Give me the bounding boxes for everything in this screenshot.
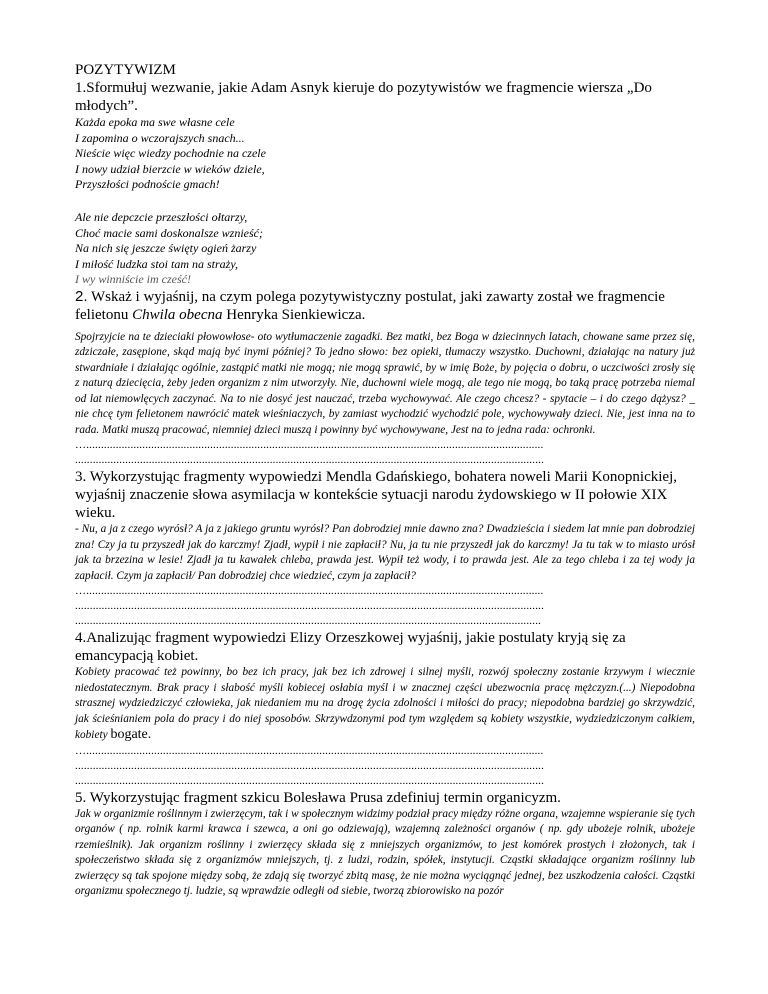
question-5: 5. Wykorzystując fragment szkicu Bolesława Prusa zdefiniuj termin organicyzm.: [75, 789, 561, 806]
answer-line[interactable]: …...........................................................................................................................................................: [75, 585, 544, 598]
poem-stanza-2: [75, 210, 695, 288]
document-title: POZYTYWIZM: [75, 62, 176, 78]
fragment-orzeszkowa-text: Kobiety pracować też powinny, bo bez ich pracy, jak bez ich zdrowej i silnej myśli, rozwój społeczny zostanie krzywym i wiecznie niedostatecznym. Brak pracy i słabość myśli kobiecej osłabia myśl i w znacznej części ubezwocnia pracę mężczyzn.(...) Niepodobna strasznej wydziedziczyć człowieka, jak niedaniem mu na drogę życia zdolności i miłości do pracy; niepodobna bardziej go skrzywdzić, jak ścieśnianiem pola do pracy i do niej sposobów. Skrzywdzonymi pod tym względem są kobiety wszystkie, wydziedziczonym całkiem, kobiety: [75, 666, 695, 742]
fragment-konopnicka: - Nu, a ja z czego wyrósł? A ja z jakiego gruntu wyrósł? Pan dobrodziej mnie dawno zna? Dwadzieścia i siedem lat mnie pan dobrodziej zna! Czy ja tu przyszedł jak do karczmy! Zjadł, wypił i nie zapłacił? Nu, ja tu nie przyszedł jak do karczmy! Ja tu tak w to miasto urósł jak ta brzezina w lesie! Zjadł ja tu kawałek chleba, prawda jest. Wypił też wody, i to prawda jest. Ale za tego chleba i za tej wody ja zapłacił. Czym ja zapłacił/ Pan dobrodziej chce wiedzieć, czym ja zapłacił?: [75, 523, 695, 582]
document-page: [75, 61, 695, 900]
poem-line: I nowy udział bierzcie w wieków dziele,: [75, 161, 265, 176]
answer-line[interactable]: …...........................................................................................................................................................: [75, 439, 544, 452]
answer-line[interactable]: ...............................................................................................................................................................: [75, 454, 545, 467]
poem-line: I zapomina o wczorajszych snach...: [75, 130, 245, 145]
fragment-prus: Jak w organizmie roślinnym i zwierzęcym, tak i w społecznym widzimy podział pracy między różne organa, wzajemne wspieranie się tych organów ( np. rolnik karmi krawca i szewca, a oni go odziewają), wzajemną zależności organów ( np. gdy ubożeje rolnik, ubożeje rzemieślnik). Jak organizm roślinny i zwierzęcy składa się z mniejszych organizmów, to jest komórek prostych i złożonych, tak i społeczeństwo składa się z organizmów mniejszych, tj. z ludzi, rodzin, spółek, instytucji. Cząstki składające organizm roślinny lub zwierzęcy są tak spojone między sobą, że zdają się tworzyć zbitą masę, że nie można wyciągnąć jednej, bez uszkodzenia całości. Cząstki organizmu społecznego tj. ludzie, są wprawdzie odległi od siebie, tworzą zbiorowisko na pozór: [75, 807, 695, 898]
poem-line: I miłość ludzka stoi tam na straży,: [75, 256, 239, 271]
question-4: 4.Analizując fragment wypowiedzi Elizy Orzeszkowej wyjaśnij, jakie postulaty kryją się za emancypacją kobiet.: [75, 630, 626, 665]
answer-line[interactable]: ...............................................................................................................................................................: [75, 774, 545, 787]
question-1: 1.Sformułuj wezwanie, jakie Adam Asnyk kieruje do pozytywistów we fragmencie wiersza „Do młodych”.: [75, 80, 652, 114]
answer-line[interactable]: ...............................................................................................................................................................: [75, 600, 545, 613]
answer-line[interactable]: …...........................................................................................................................................................: [75, 744, 544, 757]
poem-line: Przyszłości podnoście gmach!: [75, 177, 220, 192]
fragment-orzeszkowa-tail: bogate.: [110, 727, 152, 743]
poem-line: Ale nie depczcie przeszłości ołtarzy,: [75, 209, 248, 224]
question-2: [75, 288, 695, 324]
answer-line[interactable]: ...............................................................................................................................................................: [75, 759, 545, 772]
question-2-number: 2.: [75, 287, 88, 305]
fragment-orzeszkowa: [75, 665, 695, 744]
fragment-sienkiewicz: Spojrzyjcie na te dzieciaki płowowłose- oto wytłumaczenie zagadki. Bez matki, bez Boga w dziecinnych latach, chowane same przez się, zdziczałe, zasępione, skąd mają być inymi później? To jedno słowo: bez opieki, tłumaczy wszystko. Duchowni, działając na natury już stwardniałe i działając ogólnie, zastąpić matki nie mogą; nie mogą sprawić, by w imię Boże, by pojęcia o dobru, o uczciwości zrosły się z naturą dziecięcia, żeby jeden organizm z nim utworzyły. Nie, duchowni wiele mogą, ale tego nie mogą, bo taką pracę potrzeba niemal od lat niemowlęcych zaczynać. Na to nie dosyć jest nauczać, trzeba wychowywać. Ale czego chcesz? - spytacie – i do czego dążysz? _ nie chcę tym felietonem nawrócić matek wieśniaczych, by zamiast wychodzić wychodzić pole, wychowywały dzieci. Nie, jest inna na to rada. Matki muszą pracować, niemniej dzieci muszą i powinny być wychowywane, Jest na to jedna rada: ochronki.: [75, 330, 695, 436]
poem-line: Każda epoka ma swe własne cele: [75, 115, 235, 129]
question-2-text: Wskaż i wyjaśnij, na czym polega pozytywistyczny postulat, jaki zawarty został we fragmencie felietonu: [75, 288, 665, 323]
question-2-work-title: Chwila obecna: [132, 306, 223, 323]
answer-line[interactable]: ..............................................................................................................................................................: [75, 615, 542, 628]
poem-line: I wy winniście im cześć!: [75, 272, 191, 287]
question-3: 3. Wykorzystując fragmenty wypowiedzi Mendla Gdańskiego, bohatera noweli Marii Konopnickiej, wyjaśnij znaczenie słowa asymilacja w kontekście sytuacji narodu żydowskiego w II połowie XIX wieku.: [75, 469, 677, 522]
poem-line: Nieście więc wiedzy pochodnie na czele: [75, 146, 266, 161]
poem-line: Choć macie sami doskonalsze wznieść;: [75, 225, 263, 240]
poem-line: Na nich się jeszcze święty ogień żarzy: [75, 241, 257, 256]
question-2-author: Henryka Sienkiewicza.: [222, 306, 366, 323]
poem-stanza-1: [75, 115, 695, 193]
